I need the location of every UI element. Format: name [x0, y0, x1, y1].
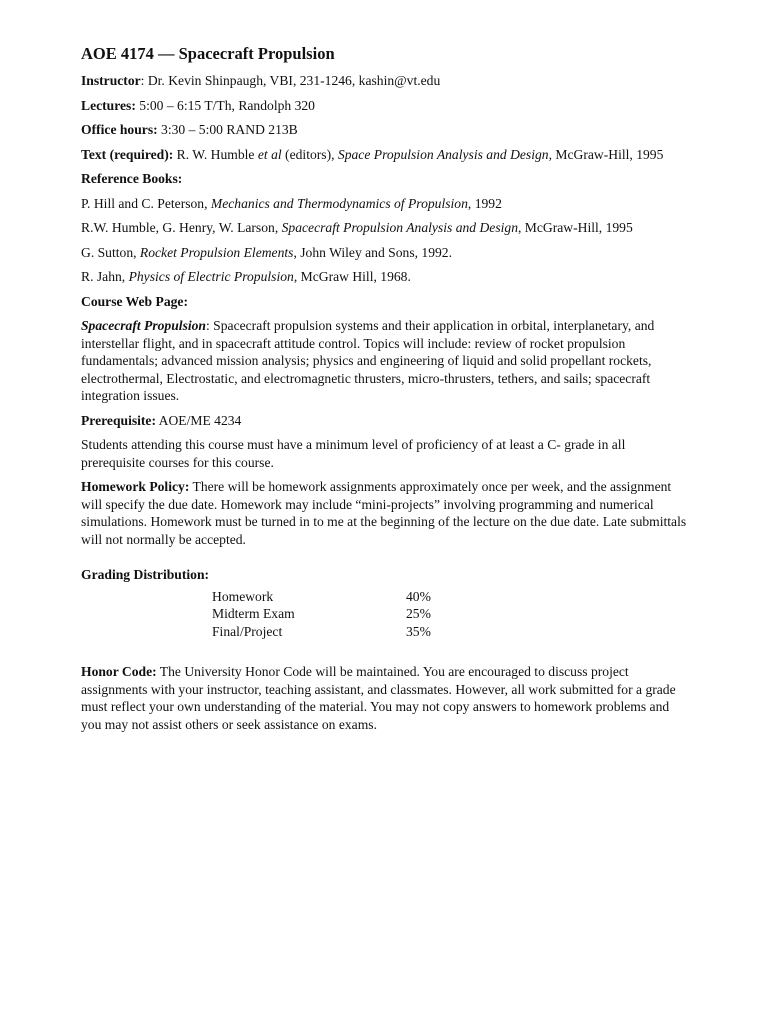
required-text-book-title: Space Propulsion Analysis and Design: [337, 146, 549, 162]
office-hours-label: Office hours:: [81, 122, 158, 137]
grading-percent: 35%: [406, 623, 431, 639]
grading-row: [212, 623, 431, 641]
lectures-line: [81, 97, 691, 115]
homework-policy-label: Homework Policy:: [81, 479, 190, 494]
reference-book-item: [81, 244, 691, 262]
grading-percent: 40%: [406, 588, 431, 604]
grading-label: Grading Distribution:: [81, 567, 210, 582]
required-text-line: [81, 146, 691, 164]
reference-books-label: Reference Books:: [81, 171, 183, 186]
prerequisite-line: [81, 412, 691, 430]
course-title: AOE 4174 — Spacecraft Propulsion: [81, 44, 335, 63]
reference-book-item: [81, 268, 691, 286]
reference-book-title: Physics of Electric Propulsion: [128, 269, 294, 284]
reference-book-title: Spacecraft Propulsion Analysis and Design: [281, 220, 518, 235]
instructor-value: : Dr. Kevin Shinpaugh, VBI, 231-1246, kashin@vt.edu: [140, 73, 441, 88]
required-text-label: Text (required):: [81, 146, 174, 162]
honor-code: [81, 663, 691, 733]
reference-book-authors: G. Sutton,: [81, 244, 140, 260]
course-description-label: Spacecraft Propulsion: [81, 318, 206, 333]
reference-book-item: [81, 219, 691, 237]
grading-table: [212, 588, 431, 641]
office-hours-line: [81, 121, 691, 139]
syllabus-document: [81, 43, 691, 740]
lectures-label: Lectures:: [81, 97, 136, 113]
required-text-publisher: , McGraw-Hill, 1995: [548, 146, 664, 162]
course-web-page-label: Course Web Page:: [81, 293, 188, 309]
prerequisite-value: AOE/ME 4234: [156, 412, 242, 428]
reference-books-heading: [81, 170, 691, 188]
proficiency-paragraph: Students attending this course must have a minimum level of proficiency of at least a C- grade in all prerequisite courses for this course.: [81, 437, 626, 470]
grading-item: Midterm Exam: [212, 606, 295, 621]
prerequisite-label: Prerequisite:: [81, 412, 156, 428]
required-text-editors: (editors),: [281, 146, 338, 162]
grading-percent: 25%: [406, 606, 431, 621]
grading-item: Homework: [212, 588, 274, 604]
course-description: [81, 317, 691, 405]
required-text-authors: R. W. Humble: [173, 146, 258, 162]
honor-code-label: Honor Code:: [81, 664, 157, 679]
office-hours-value: 3:30 – 5:00 RAND 213B: [157, 122, 298, 137]
reference-book-authors: R.W. Humble, G. Henry, W. Larson,: [81, 220, 282, 235]
course-description-text: : Spacecraft propulsion systems and their application in orbital, interplanetary, and interstellar flight, and in spacecraft attitude control. Topics will include: review of rocket propulsion fundamentals; advanced mission analysis; physics and engineering of liquid and solid propellant rockets, electrothermal, Electrostatic, and electromagnetic thrusters, micro-thrusters, tethers, and sails; spacecraft integration issues.: [81, 318, 655, 403]
reference-book-publisher: , McGraw-Hill, 1995: [518, 220, 633, 235]
instructor-label: Instructor: [81, 73, 141, 88]
reference-book-title: Rocket Propulsion Elements: [139, 244, 294, 260]
grading-row: [212, 605, 431, 623]
reference-book-publisher: , 1992: [467, 195, 502, 211]
honor-code-text: The University Honor Code will be maintained. You are encouraged to discuss project assignments with your instructor, teaching assistant, and classmates. However, all work submitted for a grade must reflect your own understanding of the material. You may not copy answers to homework problems and you may not assist others or seek assistance on exams.: [81, 664, 676, 732]
course-web-page-line: [81, 293, 691, 311]
reference-book-authors: R. Jahn,: [81, 269, 129, 284]
instructor-line: [81, 72, 691, 90]
grading-item: Final/Project: [212, 623, 283, 639]
grading-heading: [81, 566, 691, 584]
reference-book-publisher: , McGraw Hill, 1968.: [293, 269, 411, 284]
homework-policy-text: There will be homework assignments approximately once per week, and the assignment will specify the due date. Homework may include “mini-projects” involving programming and numerical simulations. Homework must be turned in to me at the beginning of the lecture on the due date. Late submittals will not normally be accepted.: [81, 479, 687, 547]
reference-book-title: Mechanics and Thermodynamics of Propulsion: [210, 195, 468, 211]
homework-policy: [81, 478, 691, 548]
required-text-etal: et al: [257, 146, 282, 162]
reference-book-item: [81, 195, 691, 213]
lectures-value: 5:00 – 6:15 T/Th, Randolph 320: [135, 97, 315, 113]
reference-book-publisher: , John Wiley and Sons, 1992.: [293, 244, 453, 260]
reference-book-authors: P. Hill and C. Peterson,: [81, 195, 211, 211]
grading-row: [212, 588, 431, 606]
